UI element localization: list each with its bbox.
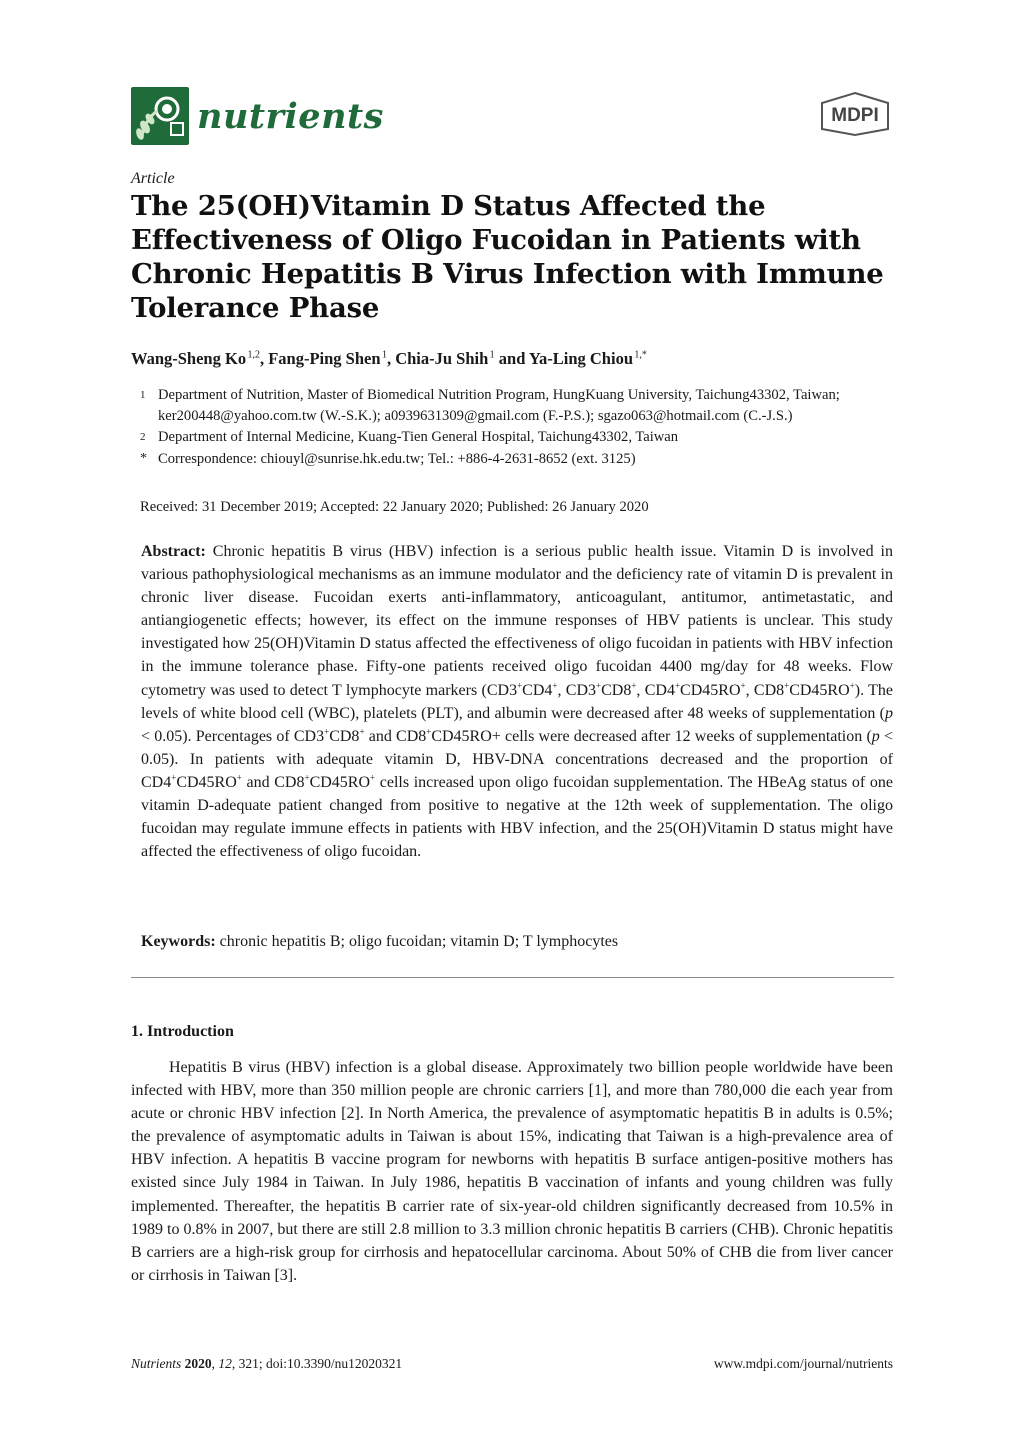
section-divider <box>131 977 894 978</box>
publisher-logo-text: MDPI <box>831 105 879 126</box>
correspondence-text: Correspondence: chiouyl@sunrise.hk.edu.tw; Tel.: +886-4-2631-8652 (ext. 3125) <box>158 450 636 467</box>
abstract <box>141 540 893 863</box>
abstract-text: ). The levels of white blood cell (WBC), platelets (PLT), and albumin were decreased after 48 weeks of supplementation ( <box>141 681 893 722</box>
publication-dates: Received: 31 December 2019; Accepted: 22 January 2020; Published: 26 January 2020 <box>140 499 649 515</box>
superscript: + <box>740 680 746 691</box>
author-affiliation-marker: 1 <box>381 349 387 361</box>
abstract-text: and CD8 <box>241 773 305 791</box>
affiliation-text: Department of Internal Medicine, Kuang-Tien General Hospital, Taichung43302, Taiwan <box>158 429 679 445</box>
abstract-text: Chronic hepatitis B virus (HBV) infection is a serious public health issue. Vitamin D is involved in various pathophysiological mechanisms as an immune modulator and the deficiency rate of vitamin D is prevalent in chronic liver disease. Fucoidan exerts anti-inflammatory, anticoagulant, antitumor, antimetastatic, and antiangiogenetic effects; however, its effect on the immune responses of HBV patients is unclear. This study investigated how 25(OH)Vitamin D status affected the effectiveness of oligo fucoidan in patients with HBV infection in the immune tolerance phase. Fifty-one patients received oligo fucoidan 4400 mg/day for 48 weeks. Flow cytometry was used to detect T lymphocyte markers (CD3 <box>141 543 893 699</box>
abstract-text: CD45RO <box>789 681 850 699</box>
affiliation-marker: 1 <box>140 389 146 401</box>
affiliation-item <box>140 427 900 448</box>
author-name: Wang-Sheng Ko <box>131 349 247 368</box>
superscript: + <box>517 680 523 691</box>
author-affiliation-marker: 1 <box>489 349 495 361</box>
abstract-text: CD8 <box>601 681 632 699</box>
author-affiliation-marker: 1,* <box>634 349 647 361</box>
superscript: + <box>426 726 432 737</box>
keywords <box>141 933 618 951</box>
superscript: + <box>631 680 637 691</box>
keywords-label: Keywords: <box>141 933 216 950</box>
affiliation-text: Department of Nutrition, Master of Biomedical Nutrition Program, HungKuang University, Taichung43302, Taiwan; ker200448@yahoo.com.tw (W.-S.K.); a0939631309@gmail.com (F.-P.S.); sgazo063@hotmail.com (C.-J.S.) <box>158 387 840 424</box>
affiliation-marker: 2 <box>140 431 146 443</box>
abstract-text: CD45RO <box>176 773 237 791</box>
affiliations <box>140 385 900 469</box>
author-list <box>131 349 647 369</box>
section-heading: 1. Introduction <box>131 1023 234 1040</box>
publisher-logo <box>818 91 892 137</box>
journal-logo <box>131 87 384 145</box>
paper-title: The 25(OH)Vitamin D Status Affected the Effectiveness of Oligo Fucoidan in Patients with Chronic Hepatitis B Virus Infection with Immune Tolerance Phase <box>131 190 884 324</box>
abstract-text: , CD4 <box>636 681 675 699</box>
correspondence-marker: * <box>140 450 147 466</box>
affiliation-item <box>140 385 900 426</box>
superscript: + <box>552 680 558 691</box>
body-paragraph: Hepatitis B virus (HBV) infection is a global disease. Approximately two billion people worldwide have been infected with HBV, more than 350 million people are chronic carriers [1], and more than 780,000 die each year from acute or chronic HBV infection [2]. In North America, the prevalence of asymptomatic hepatitis B in adults is 0.5%; the prevalence of asymptomatic adults in Taiwan is about 15%, indicating that Taiwan is a high-prevalence area of HBV infection. A hepatitis B vaccine program for newborns with hepatitis B surface antigen-positive mothers has existed since July 1984 in Taiwan. In July 1986, hepatitis B vaccination of infants and young children was fully implemented. Thereafter, the hepatitis B carrier rate of six-year-old children significantly decreased from 10.5% in 1989 to 0.8% in 2007, but there are still 2.8 million to 3.3 million chronic hepatitis B carriers (CHB). Chronic hepatitis B carriers are a high-risk group for cirrhosis and hepatocellular carcinoma. About 50% of CHB die from liver cancer or cirrhosis in Taiwan [3]. <box>131 1059 893 1284</box>
superscript: + <box>236 772 242 783</box>
author-name: Fang-Ping Shen <box>268 349 381 368</box>
author-separator: , <box>386 349 396 368</box>
footer-year: 2020 <box>184 1356 212 1371</box>
abstract-text: and CD8 <box>364 727 427 745</box>
footer-citation: Nutrients 2020, 12, 321; doi:10.3390/nu12020321 <box>131 1356 403 1371</box>
abstract-text: CD45RO <box>309 773 371 791</box>
author-affiliation-marker: 1,2 <box>247 349 260 361</box>
article-type: Article <box>131 170 175 187</box>
superscript: + <box>784 680 790 691</box>
abstract-text: < 0.05). Percentages of CD3 <box>141 727 325 745</box>
abstract-text: , CD3 <box>557 681 597 699</box>
superscript: + <box>596 680 602 691</box>
abstract-text: cells increased upon oligo fucoidan supplementation. The HBeAg status of one vitamin D-adequate patient changed from positive to negative at the 12th week of supplementation. The oligo fucoidan may regulate immune effects in patients with HBV infection, and the 25(OH)Vitamin D status might have affected the effectiveness of oligo fucoidan. <box>141 773 893 861</box>
author-name: Ya-Ling Chiou <box>528 349 633 368</box>
abstract-text: CD8 <box>329 727 360 745</box>
footer-journal: Nutrients <box>131 1356 182 1371</box>
superscript: + <box>674 680 681 691</box>
abstract-text: p <box>885 704 893 722</box>
superscript: + <box>171 772 177 783</box>
keywords-text: chronic hepatitis B; oligo fucoidan; vitamin D; T lymphocytes <box>219 933 619 950</box>
superscript: + <box>849 680 855 691</box>
author-separator: , <box>259 349 269 368</box>
abstract-text: CD45RO+ cells were decreased after 12 weeks of supplementation ( <box>431 727 872 745</box>
correspondence <box>140 449 900 470</box>
abstract-text: < 0.05). In patients with adequate vitamin D, HBV-DNA concentrations decreased and the proportion of CD4 <box>141 727 894 791</box>
journal-name: nutrients <box>197 95 384 137</box>
superscript: + <box>324 726 330 737</box>
abstract-text: CD4 <box>522 681 553 699</box>
abstract-text: p <box>871 727 880 745</box>
superscript: + <box>370 772 376 783</box>
author-separator: and <box>494 349 529 368</box>
superscript: + <box>359 726 365 737</box>
journal-emblem-icon <box>131 87 189 145</box>
footer-url[interactable]: www.mdpi.com/journal/nutrients <box>713 1356 893 1371</box>
superscript: + <box>304 772 310 783</box>
abstract-text: , CD8 <box>745 681 785 699</box>
author-name: Chia-Ju Shih <box>395 349 489 368</box>
footer-doi: , 321; doi:10.3390/nu12020321 <box>231 1356 403 1371</box>
abstract-label: Abstract: <box>141 543 206 560</box>
footer-volume: 12 <box>218 1356 232 1371</box>
abstract-text: CD45RO <box>680 681 741 699</box>
